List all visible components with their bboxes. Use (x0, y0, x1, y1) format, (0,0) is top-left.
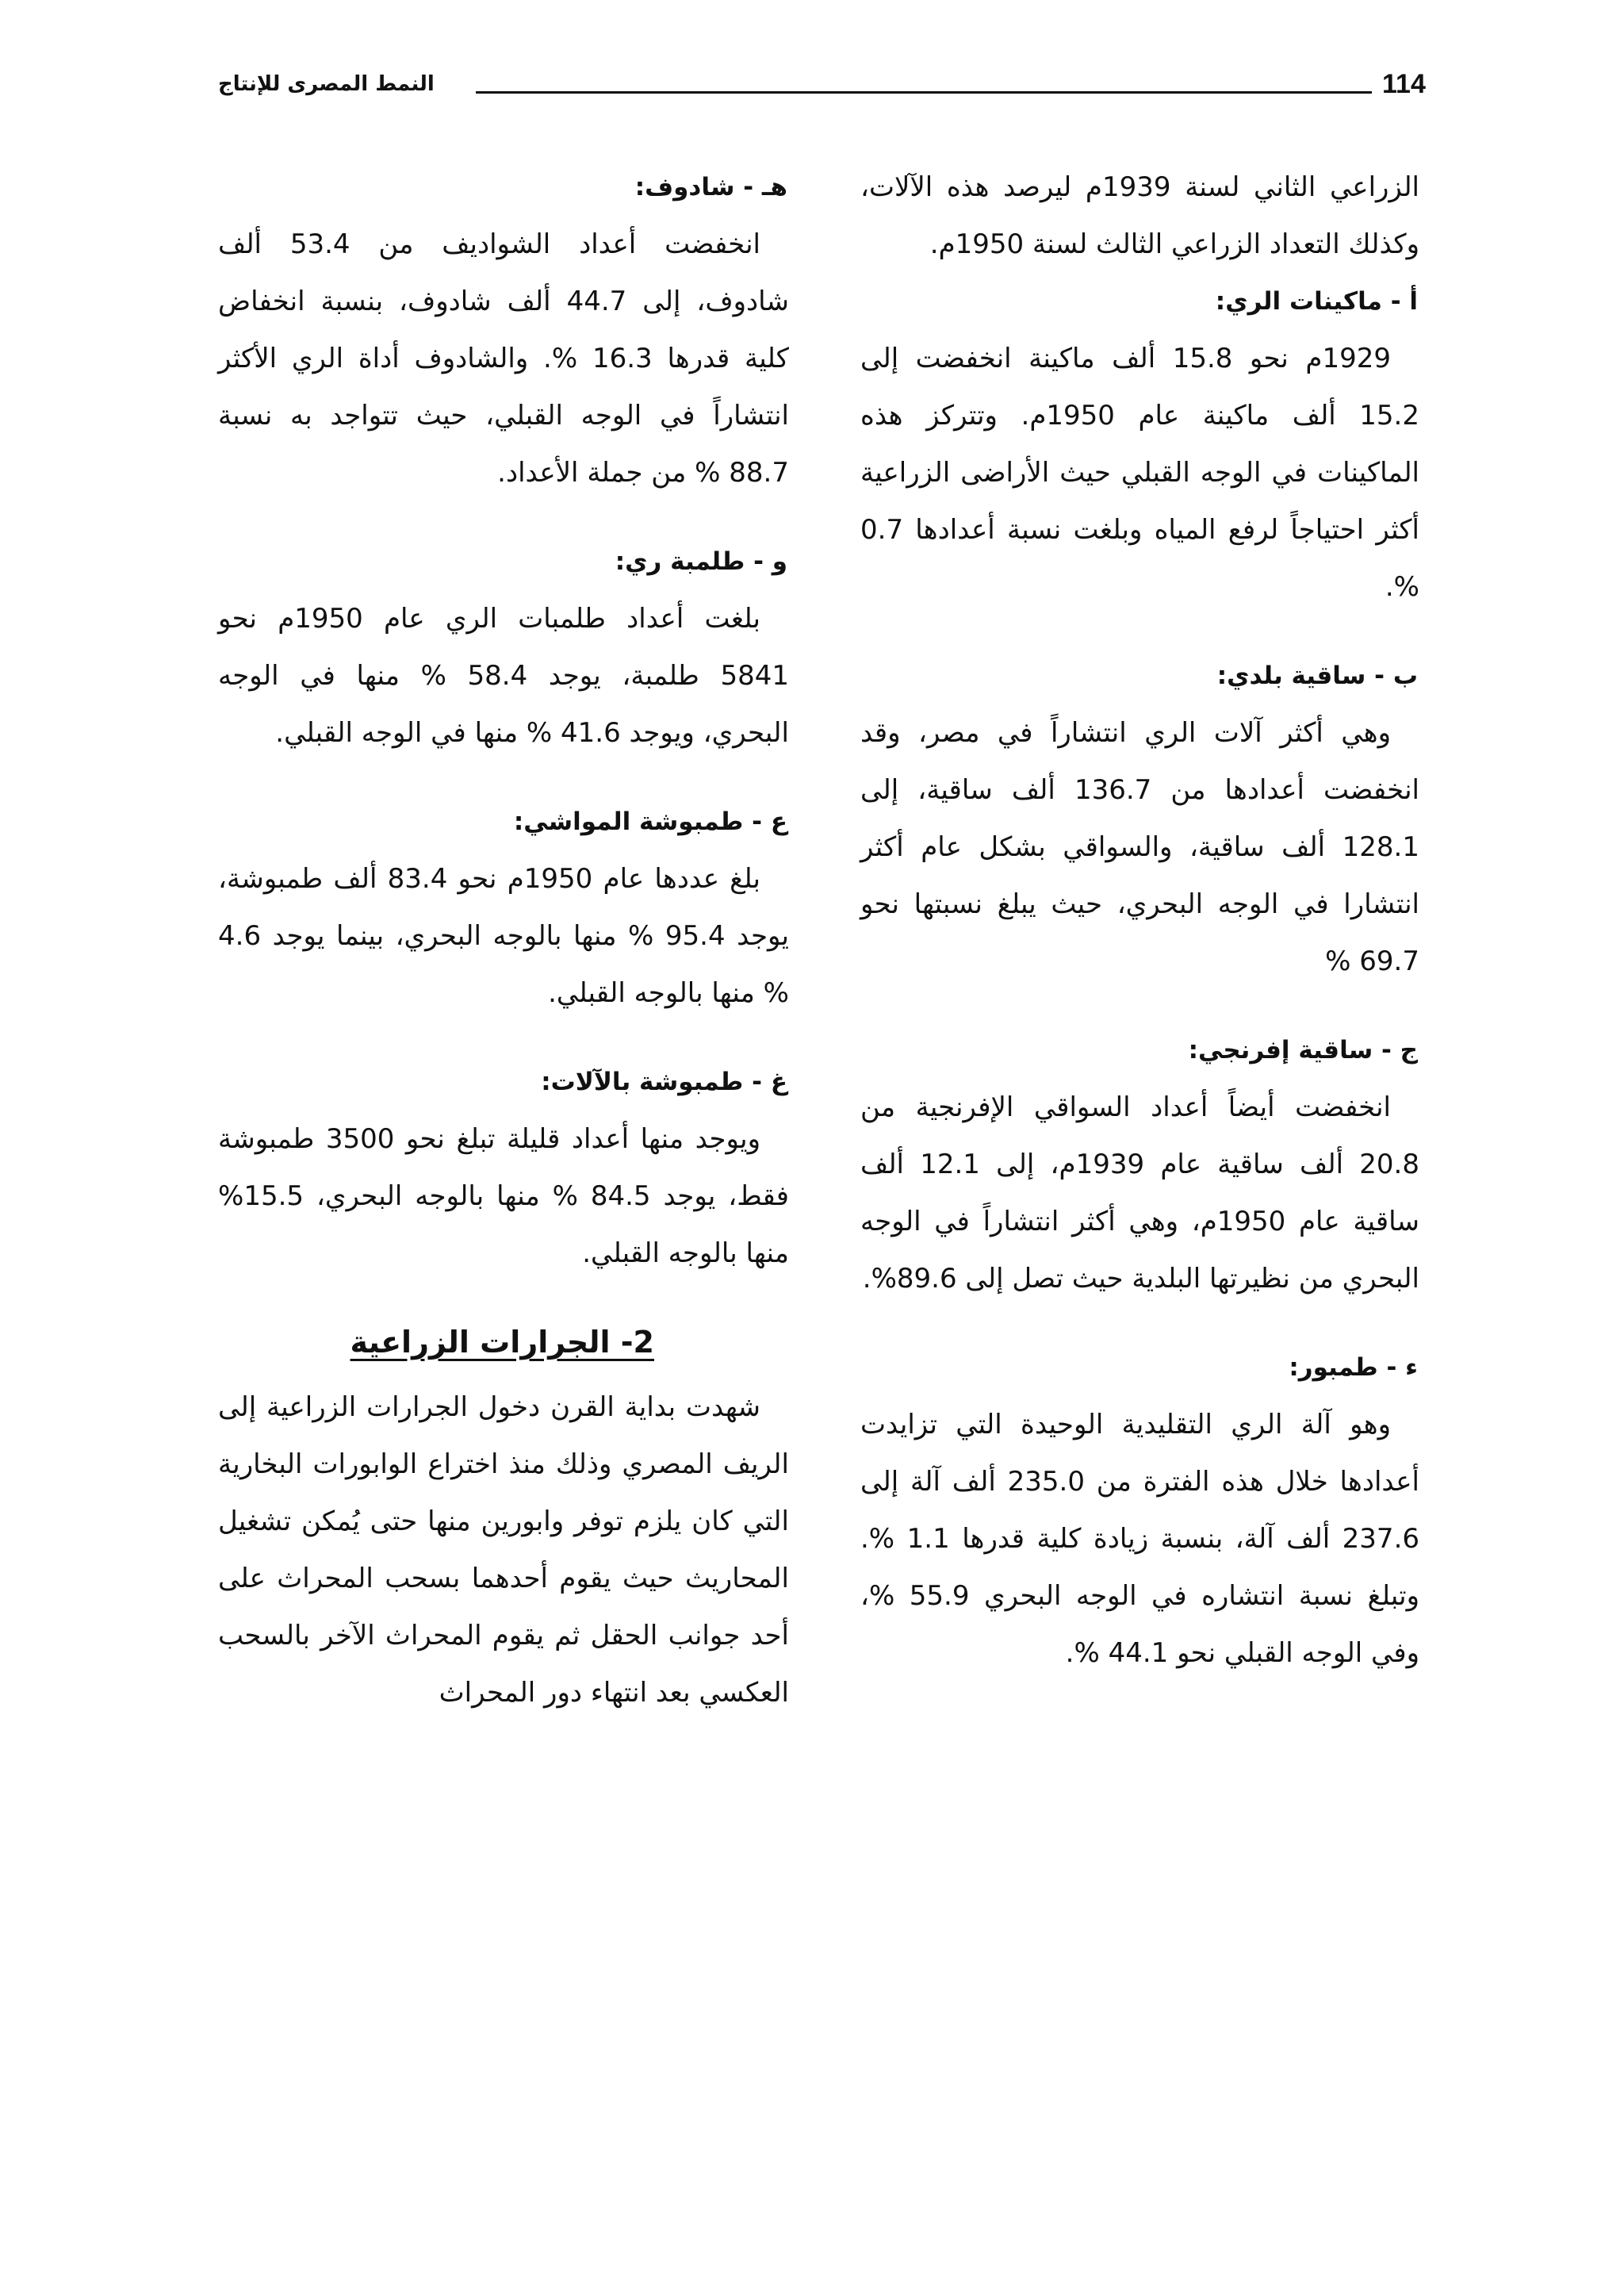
tractors-paragraph: شهدت بداية القرن دخول الجرارات الزراعية إلى الريف المصري وذلك منذ اختراع الوابورات البخارية التي كان يلزم توفر وابورين منها حتى يُمكن تشغيل المحاريث حيث يقوم أحدهما بسحب المحراث على أحد جوانب الحقل ثم يقوم المحراث الآخر بالسحب العكسي بعد انتهاء دور المحراث (218, 1391, 789, 1709)
section-paragraph: وهي أكثر آلات الري انتشاراً في مصر، وقد انخفضت أعدادها من 136.7 ألف ساقية، إلى 128.1 ألف ساقية، والسواقي بشكل عام أكثر انتشارا في الوجه البحري، حيث يبلغ نسبتها نحو 69.7 % (860, 717, 1419, 977)
section-paragraph: انخفضت أعداد الشواديف من 53.4 ألف شادوف، إلى 44.7 ألف شادوف، بنسبة انخفاض كلية قدرها 16.3 %. والشادوف أداة الري الأكثر انتشاراً في الوجه القبلي، حيث تتواجد به نسبة 88.7 % من جملة الأعداد. (218, 228, 789, 489)
section-machine-pump (218, 1053, 789, 1282)
page-header (218, 62, 1426, 106)
section-paragraph: انخفضت أيضاً أعداد السواقي الإفرنجية من 20.8 ألف ساقية عام 1939م، إلى 12.1 ألف ساقية عام 1950م، وهي أكثر انتشاراً في الوجه البحري من نظيرتها البلدية حيث تصل إلى 89.6%. (860, 1091, 1419, 1295)
section-paragraph: 1929م نحو 15.8 ألف ماكينة انخفضت إلى 15.2 ألف ماكينة عام 1950م. وتتركز هذه الماكينات في الوجه القبلي حيث الأراضى الزراعية أكثر احتياجاً لرفع المياه وبلغت نسبة أعدادها 0.7 %. (860, 343, 1419, 603)
section-paragraph: وهو آلة الري التقليدية الوحيدة التي تزايدت أعدادها خلال هذه الفترة من 235.0 ألف آلة إلى 237.6 ألف آلة، بنسبة زيادة كلية قدرها 1.1 %. وتبلغ نسبة انتشاره في الوجه البحري 55.9 %، وفي الوجه القبلي نحو 44.1 %. (860, 1409, 1420, 1669)
intro-paragraph: الزراعي الثاني لسنة 1939م ليرصد هذه الآلات، وكذلك التعداد الزراعي الثالث لسنة 1950م. (860, 171, 1420, 260)
section-heading: ء - طمبور: (1289, 1353, 1418, 1382)
section-paragraph: بلغ عددها عام 1950م نحو 83.4 ألف طمبوشة، يوجد 95.4 % منها بالوجه البحري، بينما يوجد 4.6 % منها بالوجه القبلي. (218, 863, 790, 1009)
section-irrigation-pump (218, 533, 789, 761)
header-rule (476, 91, 1372, 94)
section-heading: ج - ساقية إفرنجي: (1188, 1036, 1418, 1064)
section-irrigation-machines (860, 273, 1419, 616)
section-heading: ع - طمبوشة المواشي: (513, 807, 787, 836)
page-number: 114 (1382, 69, 1426, 99)
section-paragraph: بلغت أعداد طلمبات الري عام 1950م نحو 5841 طلمبة، يوجد 58.4 % منها في الوجه البحري، ويوجد 41.6 % منها في الوجه القبلي. (218, 603, 790, 749)
running-title: النمط المصرى للإنتاج (218, 72, 435, 96)
chapter-section-heading: 2- الجرارات الزراعية (350, 1325, 654, 1360)
section-heading: و - طلمبة ري: (615, 547, 787, 576)
section-foreign-waterwheel (860, 1022, 1419, 1307)
section-heading: غ - طمبوشة بالآلات: (541, 1068, 787, 1096)
section-heading: هـ - شادوف: (634, 173, 787, 201)
section-archimedes-screw (860, 1339, 1419, 1682)
section-shaduf (218, 159, 789, 501)
section-local-waterwheel (860, 647, 1419, 990)
section-heading: ب - ساقية بلدي: (1216, 662, 1418, 690)
right-column (860, 159, 1419, 1713)
section-paragraph: ويوجد منها أعداد قليلة تبلغ نحو 3500 طمبوشة فقط، يوجد 84.5 % منها بالوجه البحري، 15.5% منها بالوجه القبلي. (218, 1123, 789, 1269)
section-heading: أ - ماكينات الري: (1215, 287, 1418, 316)
left-column (218, 159, 789, 1721)
section-cattle-pump (218, 793, 789, 1022)
